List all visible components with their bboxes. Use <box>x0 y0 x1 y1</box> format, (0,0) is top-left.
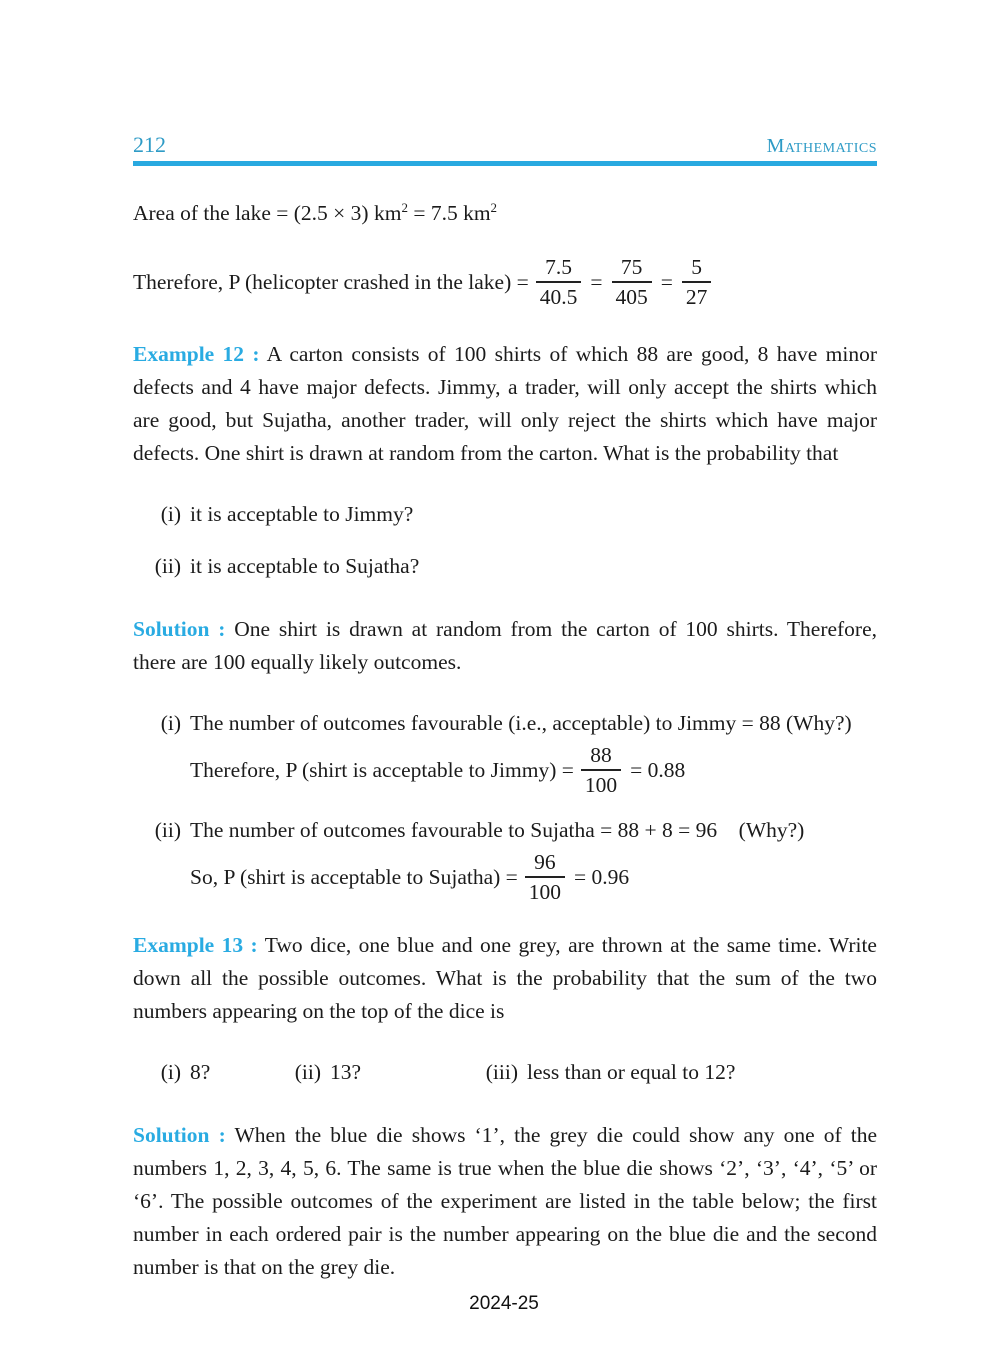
area-sup-1: 2 <box>401 199 408 215</box>
fraction-denominator: 40.5 <box>536 281 582 310</box>
question-item-i <box>133 498 877 531</box>
solution-12-label: Solution : <box>133 616 226 641</box>
page-header <box>133 132 877 158</box>
fraction-5-27 <box>682 255 712 310</box>
helicopter-eq-prefix: Therefore, P (helicopter crashed in the lake) = <box>133 270 529 294</box>
item-text: less than or equal to 12? <box>527 1059 736 1084</box>
sujatha-probability-equation <box>181 847 877 909</box>
solution-12-text: One shirt is drawn at random from the carton of 100 shirts. Therefore, there are 100 equally likely outcomes. <box>133 616 878 674</box>
item-text: it is acceptable to Sujatha? <box>190 553 420 578</box>
fraction-75-405 <box>612 255 652 310</box>
item-marker: (i) <box>160 1059 181 1084</box>
sujatha-eq-result: = 0.96 <box>574 865 630 889</box>
page-footer <box>0 1293 1008 1315</box>
solution-12-paragraph <box>133 613 877 679</box>
question-cell-ii <box>280 1056 469 1089</box>
example-13-label: Example 13 : <box>133 932 258 957</box>
solution-13-paragraph <box>133 1119 877 1284</box>
example-12-text: A carton consists of 100 shirts of which 88 are good, 8 have minor defects and 4 have major defects. Jimmy, a trader, will only accept the shirts which are good, but Sujatha, another trader, will only reject the shirts which have major defects. One shirt is drawn at random from the carton. What is the probability that <box>133 341 877 465</box>
fraction-numerator: 75 <box>620 255 643 279</box>
header-rule <box>133 161 877 166</box>
example-12-paragraph <box>133 338 877 470</box>
area-text-1: Area of the lake = (2.5 × 3) km <box>133 201 402 225</box>
question-cell-i <box>133 1056 280 1089</box>
fraction-numerator: 5 <box>691 255 703 279</box>
item-text: 8? <box>190 1059 211 1084</box>
question-cell-iii <box>469 1056 877 1089</box>
item-marker: (iii) <box>485 1059 518 1084</box>
equals-sign: = <box>590 270 603 294</box>
solution-12-item-i <box>133 707 877 740</box>
question-item-ii <box>133 550 877 583</box>
jimmy-probability-equation <box>181 740 877 802</box>
item-marker: (i) <box>160 710 181 735</box>
item-marker: (i) <box>160 501 181 526</box>
solution-12-item-ii <box>133 814 877 847</box>
item-text: The number of outcomes favourable (i.e., acceptable) to Jimmy = 88 (Why?) <box>190 710 852 735</box>
item-text: 13? <box>330 1059 362 1084</box>
example-12-label: Example 12 : <box>133 341 260 366</box>
solution-13-text: When the blue die shows ‘1’, the grey die could show any one of the numbers 1, 2, 3, 4, 5, 6. The same is true when the blue die shows ‘2’, ‘3’, ‘4’, ‘5’ or ‘6’. The possible outcomes of the experiment are listed in the table below; the first number in each ordered pair is the number appearing on the blue die and the second number is that on the grey die. <box>133 1122 877 1279</box>
fraction-88-100 <box>581 743 621 798</box>
example-13-paragraph <box>133 929 877 1028</box>
area-sup-2: 2 <box>490 199 498 215</box>
book-title: Mathematics <box>766 135 877 157</box>
fraction-denominator: 27 <box>682 281 712 310</box>
item-text: it is acceptable to Jimmy? <box>190 501 414 526</box>
fraction-numerator: 96 <box>534 850 556 874</box>
example-13-question-row <box>133 1056 877 1089</box>
fraction-denominator: 100 <box>581 769 621 798</box>
solution-13-label: Solution : <box>133 1122 226 1147</box>
item-marker: (ii) <box>294 1059 321 1084</box>
item-marker: (ii) <box>154 817 181 842</box>
page-content <box>133 0 877 1305</box>
equals-sign: = <box>660 270 673 294</box>
jimmy-eq-result: = 0.88 <box>630 758 686 782</box>
fraction-7.5-40.5 <box>536 255 582 310</box>
item-marker: (ii) <box>154 553 181 578</box>
fraction-denominator: 100 <box>525 876 565 905</box>
edition-year: 2024-25 <box>469 1293 539 1314</box>
item-text: The number of outcomes favourable to Sujatha = 88 + 8 = 96 (Why?) <box>190 817 805 842</box>
area-of-lake-line <box>133 197 877 230</box>
sujatha-eq-prefix: So, P (shirt is acceptable to Sujatha) = <box>190 865 518 889</box>
fraction-numerator: 88 <box>590 743 612 767</box>
jimmy-eq-prefix: Therefore, P (shirt is acceptable to Jimmy) = <box>190 758 574 782</box>
page-number: 212 <box>133 132 166 157</box>
helicopter-probability-equation <box>133 252 877 314</box>
example-13-text: Two dice, one blue and one grey, are thrown at the same time. Write down all the possible outcomes. What is the probability that the sum of the two numbers appearing on the top of the dice is <box>133 932 877 1023</box>
fraction-96-100 <box>525 850 565 905</box>
area-text-2: = 7.5 km <box>407 201 491 225</box>
fraction-denominator: 405 <box>612 281 652 310</box>
fraction-numerator: 7.5 <box>545 255 573 279</box>
